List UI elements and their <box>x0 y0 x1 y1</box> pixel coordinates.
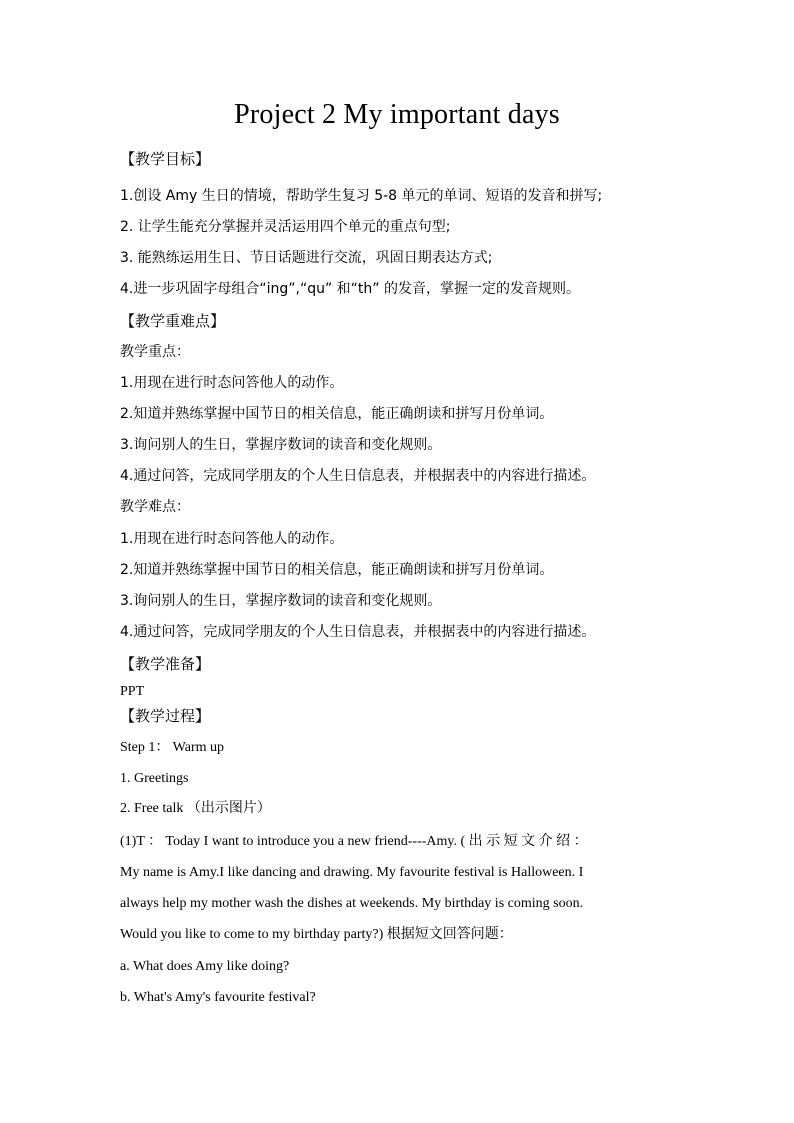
objective-item: 2. 让学生能充分掌握并灵活运用四个单元的重点句型; <box>120 219 451 235</box>
difficulty-item: 1.用现在进行时态问答他人的动作。 <box>120 531 344 547</box>
process-heading: 【教学过程】 <box>120 707 211 725</box>
difficulty-item: 4.通过问答，完成同学朋友的个人生日信息表，并根据表中的内容进行描述。 <box>120 624 596 640</box>
intro-line: Would you like to come to my birthday party?) 根据短文回答问题： <box>120 927 513 942</box>
focus-item: 2.知道并熟练掌握中国节日的相关信息，能正确朗读和拼写月份单词。 <box>120 406 554 422</box>
greetings-item: 1. Greetings <box>120 771 189 786</box>
page-title: Project 2 My important days <box>234 99 560 130</box>
focus-item: 4.通过问答，完成同学朋友的个人生日信息表，并根据表中的内容进行描述。 <box>120 468 596 484</box>
intro-line: (1)T ： Today I want to introduce you a new friend----Amy. ( 出 示 短 文 介 绍 ： <box>120 834 588 849</box>
free-talk-item: 2. Free talk （出示图片） <box>120 801 271 816</box>
objectives-heading: 【教学目标】 <box>120 150 211 168</box>
difficulty-label: 教学难点： <box>120 499 190 515</box>
objective-item: 1.创设 Amy 生日的情境，帮助学生复习 5-8 单元的单词、短语的发音和拼写; <box>120 188 603 204</box>
focus-label: 教学重点： <box>120 344 190 360</box>
objective-item: 4.进一步巩固字母组合“ing”,“qu” 和“th” 的发音，掌握一定的发音规则。 <box>120 281 580 297</box>
difficulty-item: 2.知道并熟练掌握中国节日的相关信息，能正确朗读和拼写月份单词。 <box>120 562 554 578</box>
intro-line: always help my mother wash the dishes at weekends. My birthday is coming soon. <box>120 896 584 911</box>
question-item: b. What's Amy's favourite festival? <box>120 990 316 1005</box>
key-points-heading: 【教学重难点】 <box>120 312 226 330</box>
preparation-heading: 【教学准备】 <box>120 655 211 673</box>
preparation-content: PPT <box>120 684 145 699</box>
difficulty-item: 3.询问别人的生日，掌握序数词的读音和变化规则。 <box>120 593 442 609</box>
intro-line: My name is Amy.I like dancing and drawing. My favourite festival is Halloween. I <box>120 865 584 880</box>
focus-item: 3.询问别人的生日，掌握序数词的读音和变化规则。 <box>120 437 442 453</box>
focus-item: 1.用现在进行时态问答他人的动作。 <box>120 375 344 391</box>
objective-item: 3. 能熟练运用生日、节日话题进行交流，巩固日期表达方式; <box>120 250 493 266</box>
question-item: a. What does Amy like doing? <box>120 959 290 974</box>
step-title: Step 1： Warm up <box>120 740 224 755</box>
